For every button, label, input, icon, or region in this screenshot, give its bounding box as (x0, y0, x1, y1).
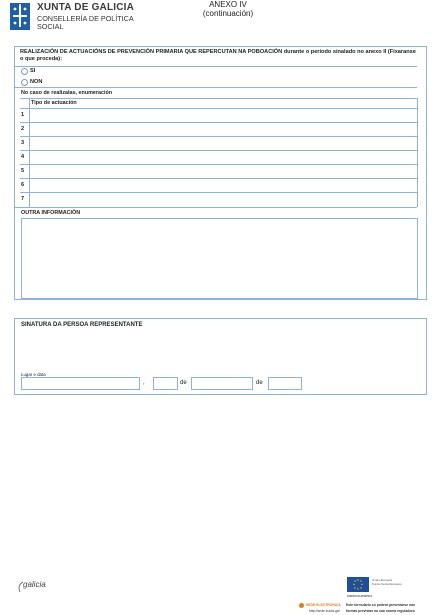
sede-icon (299, 603, 304, 608)
place-date-label: Lugar e data (21, 372, 46, 377)
xunta-logo (10, 3, 30, 30)
place-input[interactable] (21, 377, 140, 390)
other-info-textarea[interactable] (21, 218, 418, 299)
org-name: XUNTA DE GALICIA (37, 2, 135, 13)
sede-note1: Este formulario só poderá presentarse nas (346, 603, 415, 607)
day-input[interactable] (153, 377, 178, 390)
divider (15, 87, 417, 88)
annex-title: ANEXO IV (209, 0, 247, 9)
galicia-logo: galicia (23, 580, 46, 589)
radio-non-label: NON (30, 79, 43, 85)
sede-note2: formas previstas na súa norma reguladora (346, 609, 415, 613)
tipo-input-7[interactable] (30, 193, 416, 205)
enumeration-label: No caso de realizalas, enumeración (21, 90, 113, 96)
eu-line2: Fondo Social Europeo (372, 582, 402, 586)
de-separator-1: de (180, 380, 187, 386)
radio-si[interactable] (21, 68, 28, 75)
comma-separator: , (143, 380, 145, 386)
month-input[interactable] (191, 377, 253, 390)
eu-line1: Unión Europea (372, 578, 393, 582)
divider (15, 66, 417, 67)
de-separator-2: de (256, 380, 263, 386)
sede-label: SEDE ELECTRÓNICA (306, 603, 341, 607)
question-text: REALIZACIÓN DE ACTUACIÓNS DE PREVENCIÓN PRIMARIA QUE REPERCUTAN NA POBOACIÓN durante o período sinalado no anexo II (Fíxaranse o que proceda): (20, 49, 416, 62)
other-info-label: OUTRA INFORMACIÓN (21, 210, 81, 216)
row-number: 5 (21, 168, 25, 174)
tipo-input-2[interactable] (30, 123, 416, 135)
radio-non[interactable] (21, 79, 28, 86)
row-number: 7 (21, 196, 25, 202)
column-header-tipo: Tipo de actuación (31, 100, 77, 106)
department-line1: CONSELLERÍA DE POLÍTICA (37, 14, 134, 23)
signature-title: SINATURA DA PERSOA REPRESENTANTE (21, 322, 143, 328)
eu-flag-icon (347, 577, 369, 592)
tipo-input-1[interactable] (30, 109, 416, 121)
eu-line3: UNIÓN EUROPEA (347, 594, 373, 598)
table-bottom (15, 207, 417, 208)
row-number: 6 (21, 182, 25, 188)
row-number: 2 (21, 126, 25, 132)
tipo-input-5[interactable] (30, 165, 416, 177)
row-number: 1 (21, 112, 25, 118)
annex-subtitle: (continuación) (202, 9, 254, 18)
table-right-border (417, 98, 418, 207)
sede-url[interactable]: http://sede.xunta.gal (309, 609, 340, 613)
row-number: 3 (21, 140, 25, 146)
tipo-input-3[interactable] (30, 137, 416, 149)
table-top (20, 98, 417, 99)
row-number: 4 (21, 154, 25, 160)
tipo-input-4[interactable] (30, 151, 416, 163)
tipo-input-6[interactable] (30, 179, 416, 191)
department-line2: SOCIAL (37, 22, 64, 31)
radio-si-label: SI (30, 68, 36, 74)
year-input[interactable] (268, 377, 302, 390)
